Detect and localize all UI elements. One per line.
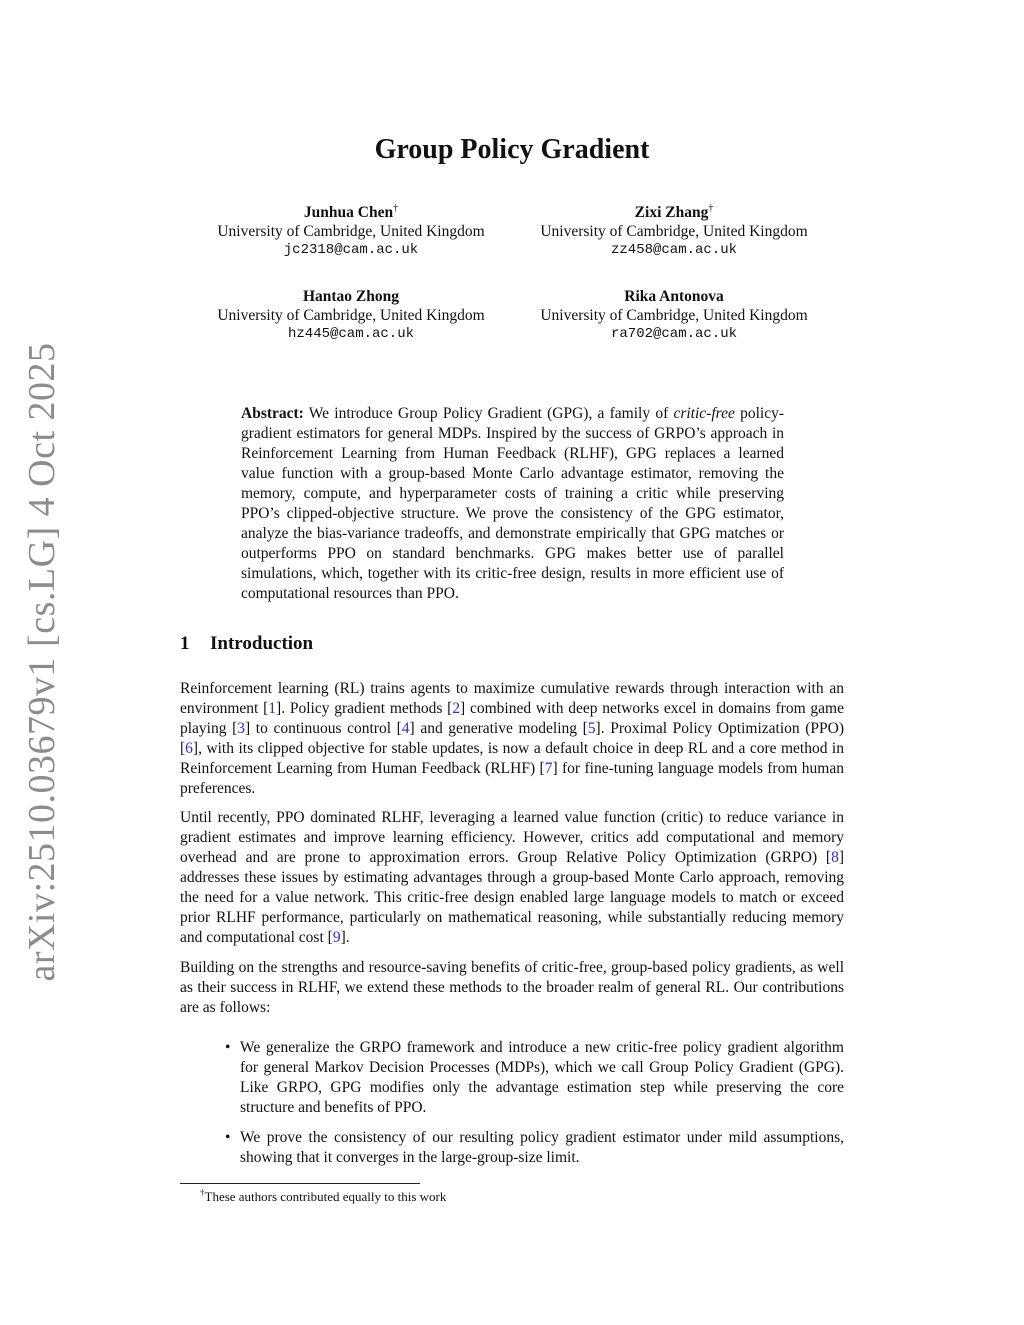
citation-link[interactable]: 7 [544, 760, 553, 777]
list-item-text: We prove the consistency of our resulting policy gradient estimator under mild assumptions, showing that it converges in the large-group-size limit. [240, 1129, 844, 1166]
citation-link[interactable]: 5 [587, 720, 596, 737]
author-block [514, 203, 834, 260]
citation-link[interactable]: 4 [401, 720, 410, 737]
paragraph-text: ]. [340, 929, 350, 946]
list-item-text: We generalize the GRPO framework and introduce a new critic-free policy gradient algorithm for general Markov Decision Processes (MDPs), which we call Group Policy Gradient (GPG). Like GRPO, GPG modifies only the advantage estimation step while preserving the core structure and benefits of PPO. [240, 1039, 844, 1116]
abstract-text: We introduce Group Policy Gradient (GPG), a family of [308, 405, 669, 422]
citation-link[interactable]: 2 [452, 700, 461, 717]
citation-link[interactable]: 9 [332, 929, 341, 946]
section-title: Introduction [210, 633, 314, 654]
section-number: 1 [180, 633, 190, 654]
section-heading [180, 633, 313, 655]
contributions-list [225, 1038, 844, 1178]
paragraph-text: ] for fine-tuning language models from human preferences. [180, 760, 844, 797]
footnote-text: These authors contributed equally to this work [204, 1189, 447, 1204]
citation-link[interactable]: 6 [185, 740, 193, 757]
author-affiliation: University of Cambridge, United Kingdom [217, 307, 485, 324]
paragraph-text: ] addresses these issues by estimating advantages through a group-based Monte Carlo approach, removing the need for a value network. This critic-free design enabled large language models to match or exceed prior RLHF performance, particularly on mathematical reasoning, while substantially reducing memory and computational cost [ [180, 849, 844, 946]
intro-paragraph-1 [180, 679, 844, 799]
list-item [225, 1128, 844, 1168]
author-email: jc2318@cam.ac.uk [283, 242, 419, 258]
paragraph-text: ], with its clipped objective for stable updates, is now a default choice in deep RL and a core method in Reinforcement Learning from Human Feedback (RLHF) [ [180, 740, 844, 777]
paragraph-text: ] combined with deep networks excel in domains from game playing [ [180, 700, 844, 737]
citation-link[interactable]: 1 [268, 700, 277, 717]
paper-title: Group Policy Gradient [374, 134, 650, 165]
footnote-divider [180, 1183, 420, 1184]
author-affiliation: University of Cambridge, United Kingdom [540, 307, 808, 324]
bullet-icon: • [225, 1129, 231, 1146]
author-email: zz458@cam.ac.uk [610, 242, 738, 258]
arxiv-identifier-stamp: arXiv:2510.03679v1 [cs.LG] 4 Oct 2025 [21, 342, 63, 982]
abstract [241, 404, 784, 604]
intro-paragraph-2 [180, 808, 844, 948]
abstract-text: policy-gradient estimators for general MDPs. Inspired by the success of GRPO’s approach in Reinforcement Learning from Human Feedback (RLHF), GPG replaces a learned value function with a group-based Monte Carlo advantage estimator, removing the memory, compute, and hyperparameter costs of training a critic while preserving PPO’s clipped-objective structure. We prove the consistency of the GPG estimator, analyze the bias-variance tradeoffs, and demonstrate empirically that GPG matches or outperforms PPO on standard benchmarks. GPG makes better use of parallel simulations, which, together with its critic-free design, results in more efficient use of computational resources than PPO. [241, 405, 784, 602]
footnote-mark: † [200, 1187, 205, 1198]
author-email: ra702@cam.ac.uk [610, 326, 738, 342]
author-name: Zixi Zhang [634, 204, 709, 221]
bullet-icon: • [225, 1039, 231, 1056]
abstract-label: Abstract: [241, 405, 304, 422]
author-footnote-mark: † [393, 202, 399, 214]
paragraph-text: ] and generative modeling [ [409, 720, 588, 737]
intro-paragraph-3: Building on the strengths and resource-saving benefits of critic-free, group-based policy gradients, as well as their success in RLHF, we extend these methods to the broader realm of general RL. Our contributions are as follows: [180, 959, 844, 1016]
paragraph-text: Reinforcement learning (RL) trains agents to maximize cumulative rewards through interaction with an environment [ [180, 680, 844, 717]
author-block [191, 287, 511, 344]
author-email: hz445@cam.ac.uk [287, 326, 415, 342]
author-block [514, 287, 834, 344]
author-block [191, 203, 511, 260]
abstract-emphasis: critic-free [673, 405, 735, 422]
paragraph-text: ] to continuous control [ [245, 720, 402, 737]
paragraph-text: ]. Policy gradient methods [ [276, 700, 453, 717]
paragraph-text: ]. Proximal Policy Optimization (PPO) [ [180, 720, 845, 757]
author-affiliation: University of Cambridge, United Kingdom [540, 223, 808, 240]
author-name: Junhua Chen [303, 204, 394, 221]
citation-link[interactable]: 8 [831, 849, 839, 866]
author-affiliation: University of Cambridge, United Kingdom [217, 223, 485, 240]
author-name: Hantao Zhong [302, 288, 400, 305]
citation-link[interactable]: 3 [237, 720, 246, 737]
author-name: Rika Antonova [624, 288, 724, 305]
author-footnote-mark: † [708, 202, 714, 214]
paragraph-text: Until recently, PPO dominated RLHF, leveraging a learned value function (critic) to reduce variance in gradient estimates and improve learning efficiency. However, critics add computational and memory overhead and are prone to approximation errors. Group Relative Policy Optimization (GRPO) [ [180, 809, 844, 866]
list-item [225, 1038, 844, 1118]
footnote [200, 1188, 446, 1205]
